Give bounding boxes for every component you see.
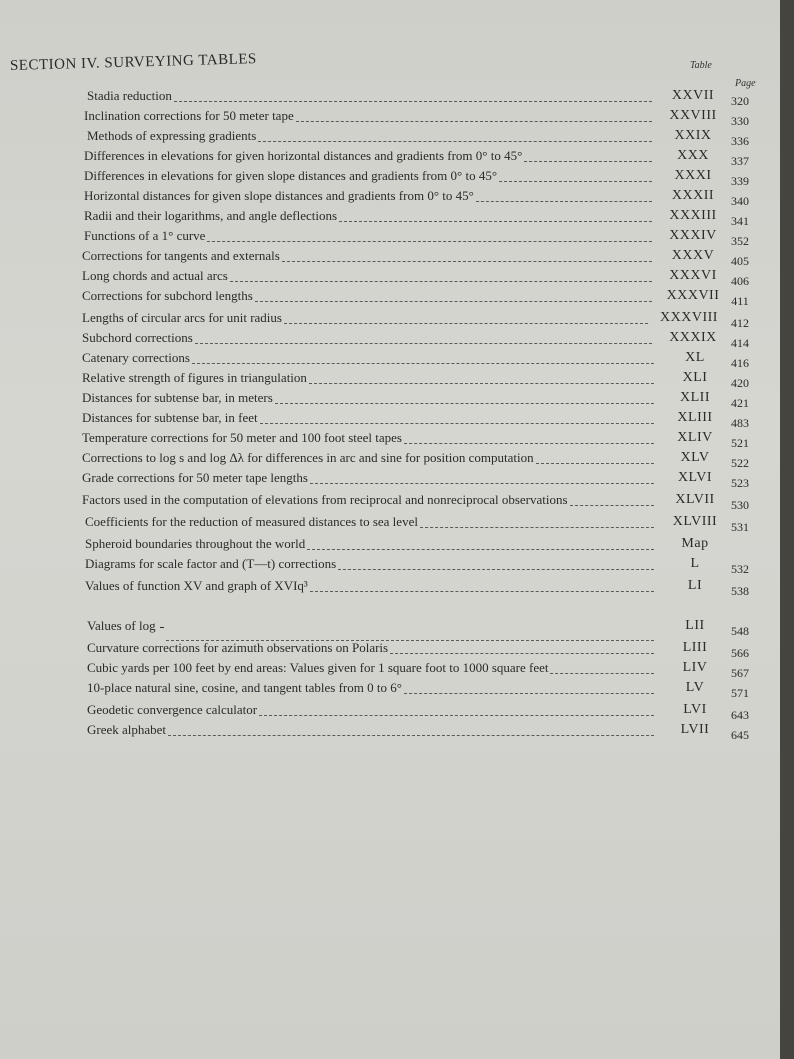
table-number: XLV (680, 450, 710, 465)
table-number: LIII (682, 640, 708, 655)
table-number: XXXIII (669, 208, 717, 223)
entry-title: Subchord corrections (82, 330, 193, 345)
contents-entry (0, 450, 794, 470)
contents-entry (0, 108, 794, 128)
entry-title: Differences in elevations for given slope distances and gradients from 0° to 45° (84, 168, 498, 183)
dot-leader (310, 591, 654, 592)
contents-entry (0, 492, 794, 512)
dot-leader (524, 161, 652, 162)
dot-leader (195, 343, 652, 344)
contents-entry (0, 128, 794, 148)
dot-leader (570, 505, 654, 506)
entry-title: Corrections for tangents and externals (82, 248, 280, 263)
entry-title: Diagrams for scale factor and (T—t) corrections (85, 556, 337, 571)
table-number: XXXI (674, 168, 712, 183)
entry-title: Grade corrections for 50 meter tape lengths (82, 470, 308, 485)
dot-leader (476, 201, 652, 202)
table-number: XXVIII (669, 108, 717, 123)
contents-entry (0, 228, 794, 248)
page-number: 340 (731, 194, 749, 208)
dot-leader (282, 261, 652, 262)
contents-entry (0, 430, 794, 450)
dot-leader (296, 121, 652, 122)
dot-leader (550, 673, 654, 674)
dot-leader (174, 101, 652, 102)
table-number: LV (685, 680, 705, 695)
table-number: LVI (683, 702, 707, 717)
table-column-header: Table (690, 60, 712, 71)
dot-leader (390, 653, 654, 654)
page-number: 420 (731, 376, 749, 390)
page-number: 571 (731, 686, 749, 700)
entry-title: Long chords and actual arcs (82, 268, 228, 283)
page-number: 412 (731, 316, 749, 330)
dot-leader (310, 483, 654, 484)
page-number: 411 (731, 294, 749, 308)
table-number: XXX (677, 148, 709, 163)
contents-entry (0, 660, 794, 680)
table-number: LI (687, 578, 703, 593)
contents-entry (0, 188, 794, 208)
contents-entry (0, 148, 794, 168)
dot-leader (420, 527, 654, 528)
page-number: 532 (731, 562, 749, 576)
entry-title: Spheroid boundaries throughout the world (85, 536, 306, 551)
table-number: XLVIII (672, 514, 718, 529)
table-number: XXVII (671, 88, 715, 103)
contents-entry (0, 578, 794, 598)
page-number: 339 (731, 174, 749, 188)
book-binding-edge (780, 0, 794, 1059)
table-number: XL (685, 350, 705, 365)
dot-leader (404, 693, 654, 694)
page-number: 538 (731, 584, 749, 598)
table-number: XLIII (677, 410, 713, 425)
dot-leader (404, 443, 654, 444)
contents-entry (0, 514, 794, 534)
table-number: XXXIX (669, 330, 717, 345)
entry-title: Relative strength of figures in triangulation (82, 370, 307, 385)
table-number: XLVI (677, 470, 713, 485)
entry-title: Horizontal distances for given slope distances and gradients from 0° to 45° (84, 188, 474, 203)
entry-title: Distances for subtense bar, in feet (82, 410, 258, 425)
entry-title: Distances for subtense bar, in meters (82, 390, 273, 405)
dot-leader (260, 423, 654, 424)
page-number: 341 (731, 214, 749, 228)
table-number: XXXVI (669, 268, 717, 283)
page-number: 330 (731, 114, 749, 128)
entry-title: Greek alphabet (87, 722, 167, 737)
contents-entry (0, 410, 794, 430)
page-number: 530 (731, 498, 749, 512)
table-number: XLII (680, 390, 710, 405)
table-number: LII (685, 618, 705, 633)
page-number: 406 (731, 274, 749, 288)
entry-title: Methods of expressing gradients (87, 128, 257, 143)
page-number: 483 (731, 416, 749, 430)
page-number: 548 (731, 624, 749, 638)
page-number: 521 (731, 436, 749, 450)
entry-title: Cubic yards per 100 feet by end areas: Values given for 1 square foot to 1000 square feet (87, 660, 549, 675)
table-number: XXXVIII (660, 310, 718, 325)
contents-entry (0, 370, 794, 390)
page-number: 643 (731, 708, 749, 722)
entry-title: Corrections to log s and log Δλ for differences in arc and sine for position computation (82, 450, 534, 465)
dot-leader (258, 141, 652, 142)
dot-leader (259, 715, 654, 716)
entry-title: Radii and their logarithms, and angle deflections (84, 208, 338, 223)
dot-leader (192, 363, 654, 364)
contents-entry (0, 88, 794, 108)
contents-entry (0, 208, 794, 228)
entry-title: Values of log (87, 618, 164, 634)
page-number: 421 (731, 396, 749, 410)
contents-entry (0, 722, 794, 742)
dot-leader (338, 569, 654, 570)
table-number: Map (681, 536, 709, 551)
dot-leader (168, 735, 654, 736)
contents-entry (0, 536, 794, 556)
dot-leader (230, 281, 652, 282)
contents-entry (0, 268, 794, 288)
contents-entry (0, 288, 794, 308)
section-title: SECTION IV. SURVEYING TABLES (9, 51, 258, 74)
entry-title: Corrections for subchord lengths (82, 288, 253, 303)
table-number: XLI (682, 370, 708, 385)
dot-leader (255, 301, 652, 302)
dot-leader (284, 323, 648, 324)
entry-title: Factors used in the computation of elevations from reciprocal and nonreciprocal observations (82, 492, 568, 507)
entry-title: Stadia reduction (87, 88, 172, 103)
contents-entry (0, 350, 794, 370)
page-number: 320 (731, 94, 749, 108)
contents-entry (0, 470, 794, 490)
contents-entry (0, 168, 794, 188)
table-number: XXIX (674, 128, 712, 143)
entry-title: Geodetic convergence calculator (87, 702, 258, 717)
page-number: 567 (731, 666, 749, 680)
contents-entry (0, 310, 794, 330)
entry-title: Coefficients for the reduction of measured distances to sea level (85, 514, 418, 529)
log-fraction (160, 627, 164, 628)
table-number: LIV (682, 660, 708, 675)
entry-title: Temperature corrections for 50 meter and 100 foot steel tapes (82, 430, 402, 445)
table-number: LVII (680, 722, 710, 737)
entry-title: Inclination corrections for 50 meter tape (84, 108, 294, 123)
table-number: XLIV (677, 430, 713, 445)
entry-title: Catenary corrections (82, 350, 190, 365)
contents-entry (0, 640, 794, 660)
page-number: 352 (731, 234, 749, 248)
dot-leader (499, 181, 652, 182)
page-number: 416 (731, 356, 749, 370)
page-number: 522 (731, 456, 749, 470)
dot-leader (536, 463, 654, 464)
page-number: 337 (731, 154, 749, 168)
table-number: XXXII (671, 188, 715, 203)
table-number: XXXIV (669, 228, 717, 243)
dot-leader (339, 221, 652, 222)
page-column-header: Page (735, 78, 756, 89)
dot-leader (275, 403, 654, 404)
entry-title: 10-place natural sine, cosine, and tangent tables from 0 to 6° (87, 680, 402, 695)
page-number: 566 (731, 646, 749, 660)
dot-leader (307, 549, 654, 550)
table-number: L (690, 556, 700, 571)
page-number: 414 (731, 336, 749, 350)
entry-title: Functions of a 1° curve (84, 228, 206, 243)
entry-title: Differences in elevations for given horizontal distances and gradients from 0° to 45° (84, 148, 523, 163)
contents-entry (0, 702, 794, 722)
contents-entry (0, 248, 794, 268)
page-number: 336 (731, 134, 749, 148)
entry-title: Lengths of circular arcs for unit radius (82, 310, 282, 325)
contents-entry (0, 390, 794, 410)
fraction-numerator (160, 627, 164, 628)
page-number: 405 (731, 254, 749, 268)
entry-title: Values of function XV and graph of XVIq³ (85, 578, 308, 593)
table-number: XXXV (671, 248, 715, 263)
table-number: XLVII (675, 492, 715, 507)
table-number: XXXVII (666, 288, 720, 303)
dot-leader (207, 241, 652, 242)
dot-leader (309, 383, 654, 384)
page-number: 531 (731, 520, 749, 534)
contents-entry (0, 680, 794, 700)
contents-entry (0, 330, 794, 350)
contents-entry (0, 556, 794, 576)
entry-title: Curvature corrections for azimuth observations on Polaris (87, 640, 389, 655)
page-number: 645 (731, 728, 749, 742)
page-number: 523 (731, 476, 749, 490)
